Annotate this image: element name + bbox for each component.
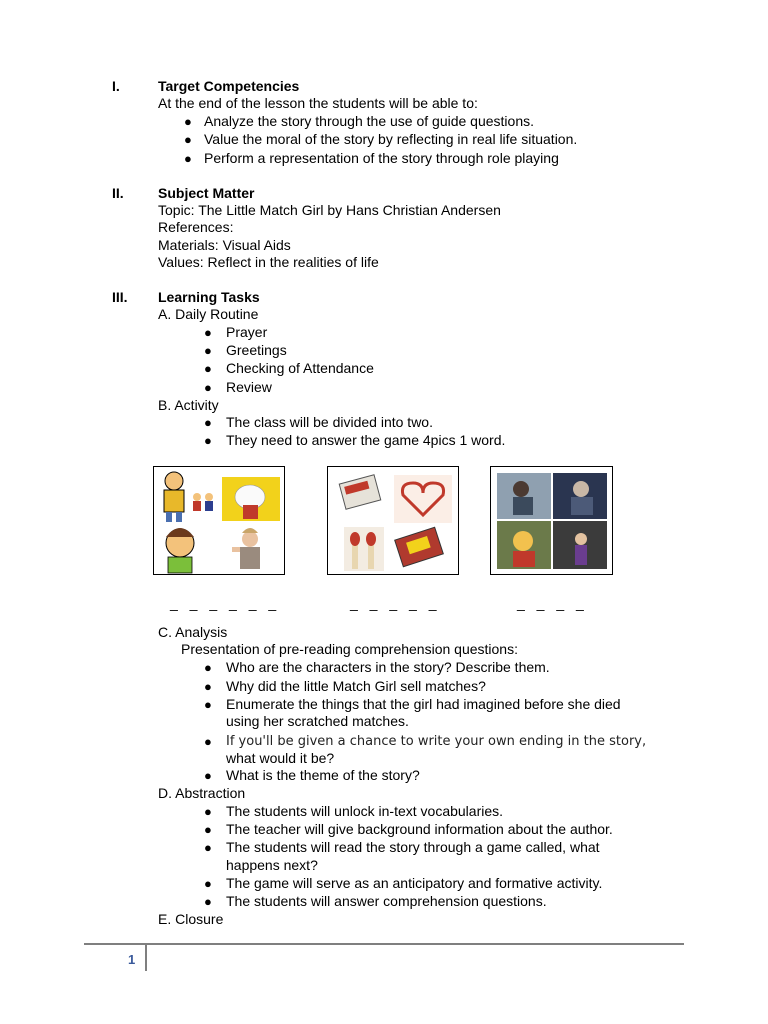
analysis-intro: Presentation of pre-reading comprehension questions: <box>181 641 518 657</box>
answer-blanks-2: _ _ _ _ _ <box>350 595 441 611</box>
bullet-icon: ● <box>204 894 212 909</box>
bullet-icon: ● <box>204 679 212 694</box>
bullet-icon: ● <box>204 768 212 783</box>
bullet-icon: ● <box>184 151 192 166</box>
activity-item: They need to answer the game 4pics 1 word. <box>226 432 506 448</box>
section-1-title: Target Competencies <box>158 78 300 94</box>
bullet-icon: ● <box>204 361 212 376</box>
routine-item: Greetings <box>226 342 287 358</box>
daily-routine-label: A. Daily Routine <box>158 306 259 322</box>
abstraction-label: D. Abstraction <box>158 785 246 801</box>
activity-label: B. Activity <box>158 397 219 413</box>
routine-item: Review <box>226 379 272 395</box>
abstraction-item: The students will unlock in-text vocabularies. <box>226 803 504 819</box>
analysis-question-continued: what would it be? <box>226 750 335 766</box>
page-number: 1 <box>128 952 136 967</box>
abstraction-item-continued: happens next? <box>226 857 318 873</box>
analysis-question: Why did the little Match Girl sell matches? <box>226 678 486 694</box>
analysis-question: If you'll be given a chance to write your own ending in the story, <box>226 734 647 749</box>
bullet-icon: ● <box>204 804 212 819</box>
section-1-intro: At the end of the lesson the students will be able to: <box>158 95 478 111</box>
bullet-icon: ● <box>204 433 212 448</box>
section-1-numeral: I. <box>112 78 120 94</box>
section-2-title: Subject Matter <box>158 185 255 201</box>
bullet-icon: ● <box>204 380 212 395</box>
bullet-icon: ● <box>204 734 212 749</box>
abstraction-item: The teacher will give background information about the author. <box>226 821 613 837</box>
section-2-numeral: II. <box>112 185 124 201</box>
section-3-numeral: III. <box>112 289 128 305</box>
puzzle-image-matches <box>327 466 459 575</box>
abstraction-item: The game will serve as an anticipatory and formative activity. <box>226 875 603 891</box>
puzzle-image-characters <box>153 466 285 575</box>
topic-line: Topic: The Little Match Girl by Hans Christian Andersen <box>158 202 501 218</box>
bullet-icon: ● <box>204 660 212 675</box>
bullet-icon: ● <box>204 876 212 891</box>
bullet-icon: ● <box>184 132 192 147</box>
analysis-question-continued: using her scratched matches. <box>226 713 409 729</box>
routine-item: Checking of Attendance <box>226 360 374 376</box>
bullet-icon: ● <box>204 415 212 430</box>
routine-item: Prayer <box>226 324 268 340</box>
bullet-icon: ● <box>204 343 212 358</box>
bullet-icon: ● <box>204 822 212 837</box>
bullet-icon: ● <box>204 697 212 712</box>
answer-blanks-3: _ _ _ _ <box>517 595 588 611</box>
values-line: Values: Reflect in the realities of life <box>158 254 379 270</box>
answer-blanks-1: _ _ _ _ _ _ <box>170 595 281 611</box>
activity-item: The class will be divided into two. <box>226 414 433 430</box>
s1-bullet-2: Value the moral of the story by reflecting in real life situation. <box>204 131 578 147</box>
s1-bullet-3: Perform a representation of the story through role playing <box>204 150 559 166</box>
analysis-question: Who are the characters in the story? Describe them. <box>226 659 550 675</box>
s1-bullet-1: Analyze the story through the use of guide questions. <box>204 113 534 129</box>
bullet-icon: ● <box>184 114 192 129</box>
bullet-icon: ● <box>204 840 212 855</box>
analysis-question: What is the theme of the story? <box>226 767 420 783</box>
footer-rule <box>84 943 684 945</box>
materials-line: Materials: Visual Aids <box>158 237 291 253</box>
abstraction-item: The students will answer comprehension questions. <box>226 893 547 909</box>
closure-label: E. Closure <box>158 911 224 927</box>
abstraction-item: The students will read the story through a game called, what <box>226 839 600 855</box>
bullet-icon: ● <box>204 325 212 340</box>
footer-divider <box>145 945 147 971</box>
references-line: References: <box>158 219 234 235</box>
puzzle-image-scenes <box>490 466 613 575</box>
analysis-label: C. Analysis <box>158 624 228 640</box>
analysis-question: Enumerate the things that the girl had imagined before she died <box>226 696 621 712</box>
section-3-title: Learning Tasks <box>158 289 260 305</box>
